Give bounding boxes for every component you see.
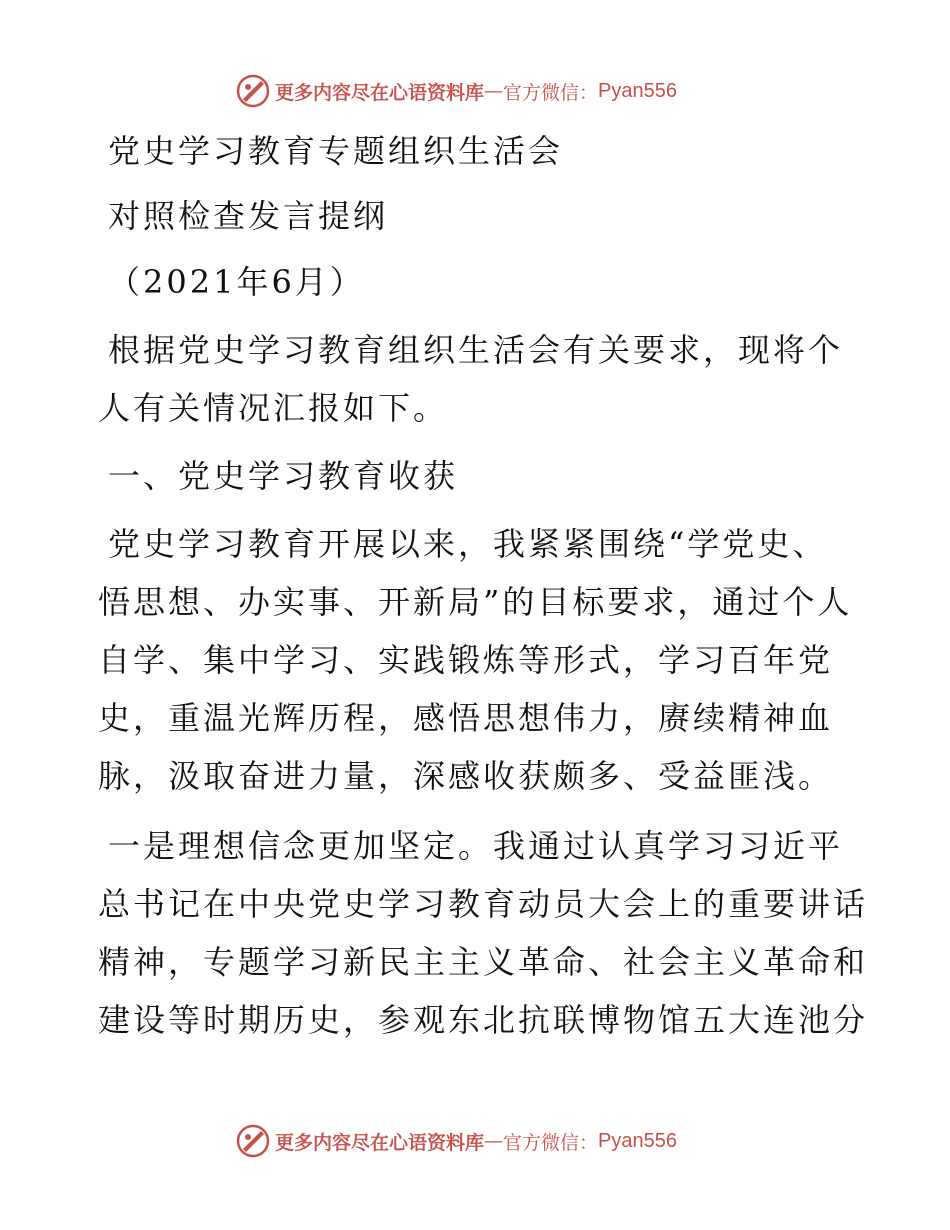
watermark-separator: — xyxy=(484,1130,504,1152)
paragraph-1-line-2: 悟思想、办实事、开新局”的目标要求，通过个人 xyxy=(98,583,853,621)
footer-watermark xyxy=(235,1121,677,1161)
watermark-brand-text: 更多内容尽在心语资料库 xyxy=(275,1131,485,1154)
paragraph-1-line-3: 自学、集中学习、实践锻炼等形式，学习百年党 xyxy=(98,641,834,679)
watermark-wechat-id: Pyan556 xyxy=(598,1129,677,1152)
document-date: （2021年6月） xyxy=(108,263,365,301)
section-heading-1: 一、党史学习教育收获 xyxy=(108,457,459,495)
paragraph-1-line-4: 史，重温光辉历程，感悟思想伟力，赓续精神血 xyxy=(98,699,834,737)
paragraph-2 xyxy=(98,817,869,1049)
document-title-line2: 对照检查发言提纲 xyxy=(108,197,389,235)
paragraph-2-line-3: 精神，专题学习新民主主义革命、社会主义革命和 xyxy=(98,943,869,981)
watermark-wechat-id: Pyan556 xyxy=(598,79,677,102)
paragraph-2-line-1: 一是理想信念更加坚定。我通过认真学习习近平 xyxy=(108,827,844,865)
watermark-wechat-label: 官方微信： xyxy=(503,81,599,104)
paragraph-1 xyxy=(98,515,858,805)
header-watermark xyxy=(235,71,677,111)
intro-paragraph xyxy=(98,321,858,437)
watermark-brand-text: 更多内容尽在心语资料库 xyxy=(275,81,485,104)
watermark-wechat-label: 官方微信： xyxy=(503,1131,599,1154)
library-logo-icon xyxy=(235,1123,271,1159)
library-logo-icon xyxy=(235,73,271,109)
paragraph-1-line-1: 党史学习教育开展以来，我紧紧围绕“学党史、 xyxy=(108,525,828,563)
document-body xyxy=(98,122,869,1049)
watermark-separator: — xyxy=(484,80,504,102)
document-title-line1: 党史学习教育专题组织生活会 xyxy=(108,132,564,170)
intro-line-2: 人有关情况汇报如下。 xyxy=(98,389,449,427)
paragraph-2-line-2: 总书记在中央党史学习教育动员大会上的重要讲话 xyxy=(98,885,869,923)
paragraph-2-line-4: 建设等时期历史，参观东北抗联博物馆五大连池分 xyxy=(98,1001,869,1039)
paragraph-1-line-5: 脉，汲取奋进力量，深感收获颇多、受益匪浅。 xyxy=(98,757,834,795)
intro-line-1: 根据党史学习教育组织生活会有关要求，现将个 xyxy=(108,331,844,369)
